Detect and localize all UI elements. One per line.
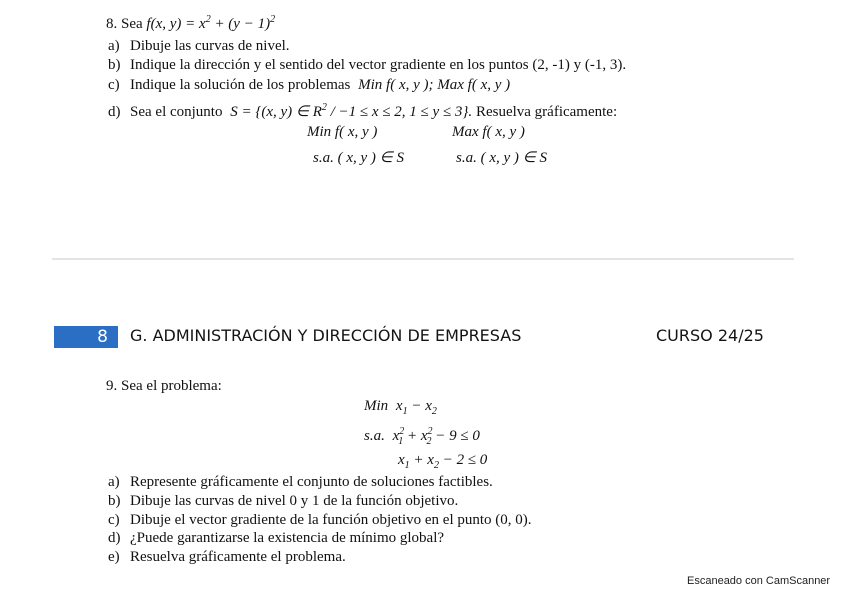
problem9-constraint-1: s.a. $x^2_1 + x^2_2 - 9 \le 0$: [364, 426, 480, 447]
constraint-min: s.a. ( x, y ) ∈ S: [313, 150, 404, 166]
problem8-item-d: d) Sea el conjunto S = {(x, y) ∈ $R^2 / -1 \le x \le 2$, 1 ≤ y ≤ 3}. Resuelva gráficamente:: [108, 102, 618, 120]
problem9-item-e: e) Resuelva gráficamente el problema.: [108, 549, 346, 565]
problem9-item-a: a) Represente gráficamente el conjunto de soluciones factibles.: [108, 474, 493, 490]
problem8-item-b: b) Indique la dirección y el sentido del vector gradiente en los puntos (2, -1) y (-1, 3).: [108, 57, 627, 73]
problem9-objective: Min $x_1 - x_2$: [364, 398, 437, 417]
set-definition: S = {(x, y) ∈ $R^2 / -1 \le x \le 2$, 1 ≤ y ≤ 3}.: [230, 102, 473, 120]
problem9-item-b: b) Dibuje las curvas de nivel 0 y 1 de la función objetivo.: [108, 493, 459, 509]
constraint-max: s.a. ( x, y ) ∈ S: [456, 150, 547, 166]
section-number-badge: 8: [54, 326, 118, 348]
problem9-item-d: d) ¿Puede garantizarse la existencia de mínimo global?: [108, 530, 445, 546]
scanner-watermark: Escaneado con CamScanner: [687, 575, 831, 587]
problem9-constraint-2: $x_1 + x_2 - 2 \le 0$: [398, 452, 488, 471]
course-label: CURSO 24/25: [656, 326, 764, 345]
problem8-item-a: a) Dibuje las curvas de nivel.: [108, 38, 290, 54]
sub-problem-max: Max f( x, y ): [452, 124, 525, 140]
problem9-intro: 9. Sea el problema:: [106, 378, 222, 394]
problem8-item-c: c) Indique la solución de los problemas Min f( x, y ); Max f( x, y ): [108, 77, 511, 93]
problem8-function: f(x, $y) = x^2 + (y - 1)^2$: [146, 14, 276, 32]
sub-problem-min: Min f( x, y ): [307, 124, 378, 140]
problem9-item-c: c) Dibuje el vector gradiente de la función objetivo en el punto (0, 0).: [108, 512, 532, 528]
section-title: G. ADMINISTRACIÓN Y DIRECCIÓN DE EMPRESAS: [130, 326, 522, 345]
page-divider: [52, 258, 794, 260]
problem8-intro: 8. Sea: [106, 16, 143, 32]
problem8-statement: [106, 14, 275, 33]
